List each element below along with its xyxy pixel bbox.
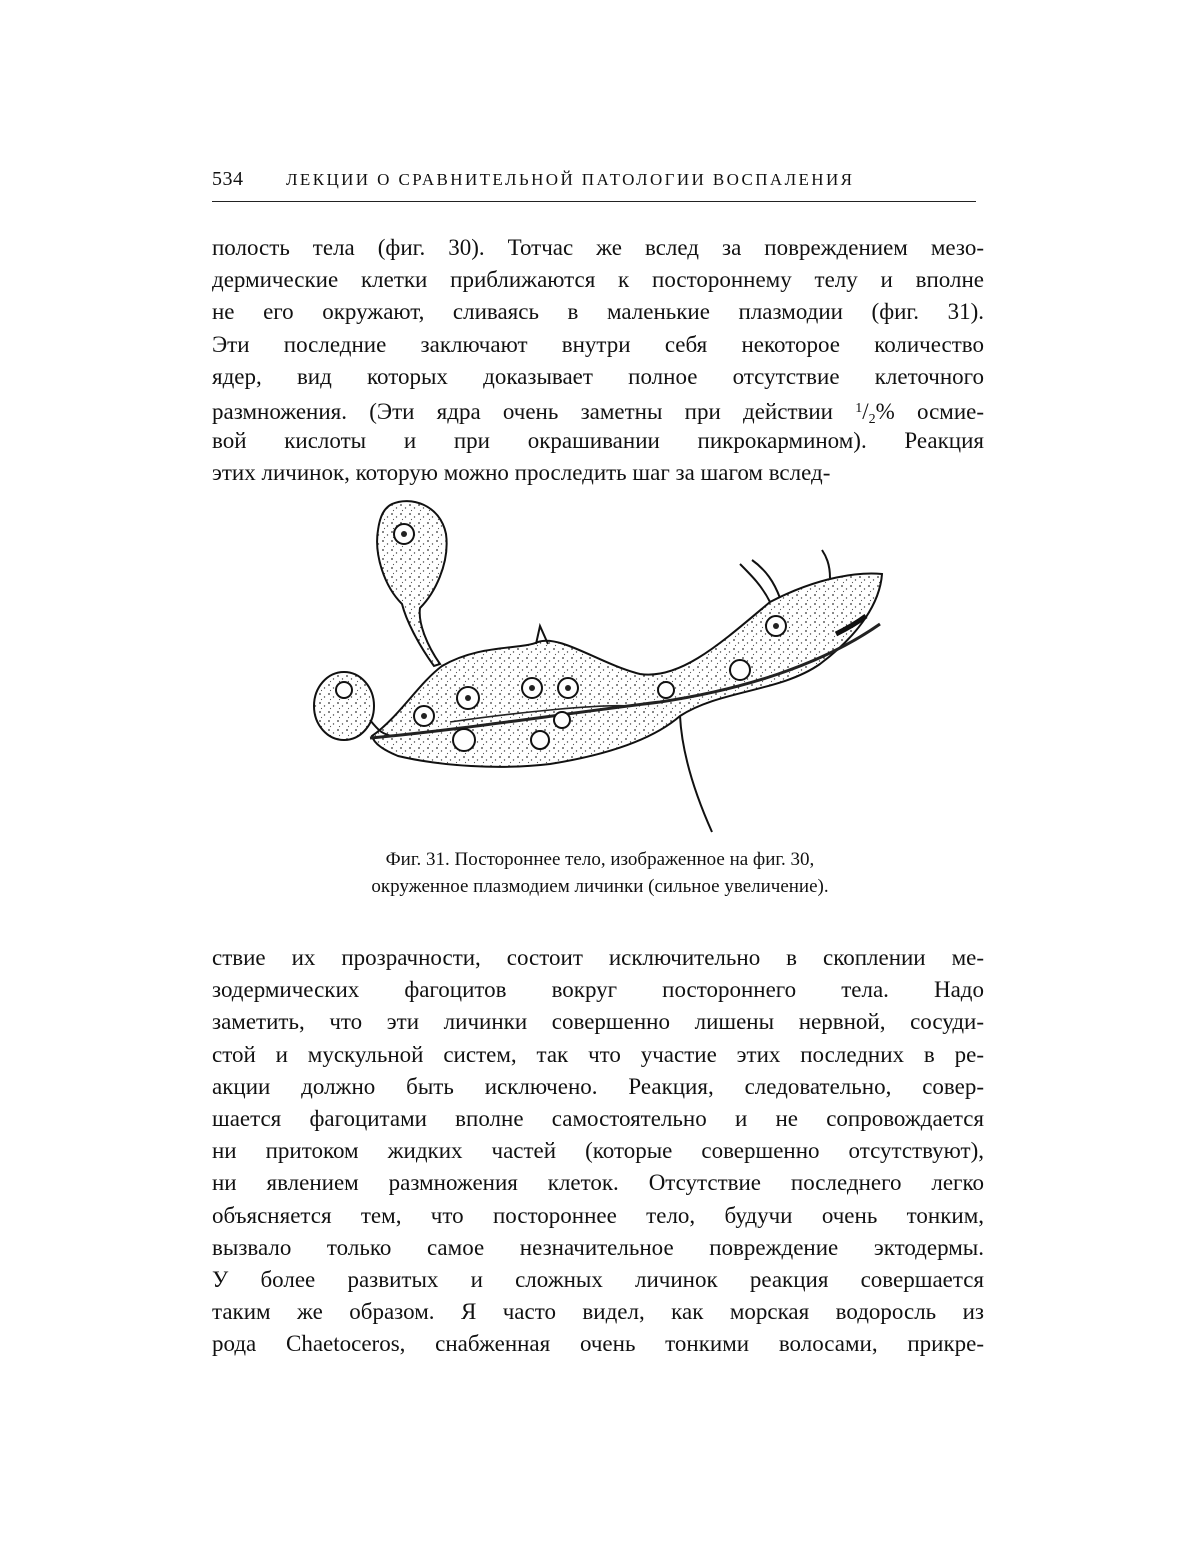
text-line: зодермических фагоцитов вокруг постороннего тела. Надо (212, 977, 984, 1003)
header-rule (212, 201, 976, 202)
text-line: не его окружают, сливаясь в маленькие плазмодии (фиг. 31). (212, 299, 984, 325)
text-line: рода Chaetoceros, снабженная очень тонкими волосами, прикре- (212, 1331, 984, 1357)
larva-plasmodium-drawing (300, 494, 900, 846)
text-line: таким же образом. Я часто видел, как морская водоросль из (212, 1299, 984, 1325)
page-header (212, 166, 976, 206)
text-line: шается фагоцитами вполне самостоятельно и не сопровождается (212, 1105, 984, 1131)
text-line: Эти последние заключают внутри себя некоторое количество (212, 331, 984, 357)
plasmodium-body (372, 574, 882, 767)
text-segment: размножения. (Эти ядра очень заметны при действии (212, 398, 833, 424)
text-line: объясняется тем, что постороннее тело, будучи очень тонким, (212, 1202, 984, 1228)
page-number: 534 (212, 168, 244, 190)
fraction-numerator: 1 (855, 400, 863, 416)
text-line: У более развитых и сложных личинок реакция совершается (212, 1266, 984, 1292)
text-line: ядер, вид которых доказывает полное отсутствие клеточного (212, 363, 984, 389)
text-line: ни притоком жидких частей (которые совершенно отсутствуют), (212, 1138, 984, 1164)
text-line: ни явлением размножения клеток. Отсутствие последнего легко (212, 1170, 984, 1196)
nucleus (658, 682, 674, 698)
nucleus (554, 712, 570, 728)
process-hair (740, 564, 770, 602)
text-line: ствие их прозрачности, состоит исключительно в скоплении ме- (212, 945, 984, 970)
text-line: заметить, что эти личинки совершенно лишены нервной, сосуди- (212, 1009, 984, 1035)
caption-line: окруженное плазмодием личинки (сильное увеличение). (371, 876, 829, 897)
figure-caption (230, 846, 970, 900)
phagocyte-upper (377, 501, 446, 666)
text-line: дермические клетки приближаются к постороннему телу и вполне (212, 267, 984, 293)
text-line: полость тела (фиг. 30). Тотчас же вслед за повреждением мезо- (212, 235, 984, 260)
running-title: ЛЕКЦИИ О СРАВНИТЕЛЬНОЙ ПАТОЛОГИИ ВОСПАЛЕНИЯ (286, 170, 855, 189)
nucleus (730, 660, 750, 680)
text-line: этих личинок, которую можно проследить шаг за шагом вслед- (212, 460, 831, 486)
nucleus (336, 682, 352, 698)
text-line-with-fraction: размножения. (Эти ядра очень заметны при действии $^1/_2\%$ осмие- (212, 398, 984, 426)
figure-illustration (300, 494, 900, 846)
nucleus (531, 731, 549, 749)
text-line: стой и мускульной систем, так что участие этих последних в ре- (212, 1041, 984, 1067)
text-line: акции должно быть исключено. Реакция, следовательно, совер- (212, 1073, 984, 1099)
text-line: вой кислоты и при окрашивании пикрокармином). Реакция (212, 428, 984, 454)
fraction-denominator: 2 (868, 411, 876, 426)
caption-line: Фиг. 31. Постороннее тело, изображенное на фиг. 30, (385, 849, 815, 870)
text-line: вызвало только самое незначительное повреждение эктодермы. (212, 1234, 984, 1260)
paragraph-top (212, 232, 984, 490)
paragraph-bottom (212, 942, 984, 1360)
process-tail (680, 716, 712, 832)
text-segment: % осмие- (875, 398, 984, 424)
nucleus (453, 729, 475, 751)
